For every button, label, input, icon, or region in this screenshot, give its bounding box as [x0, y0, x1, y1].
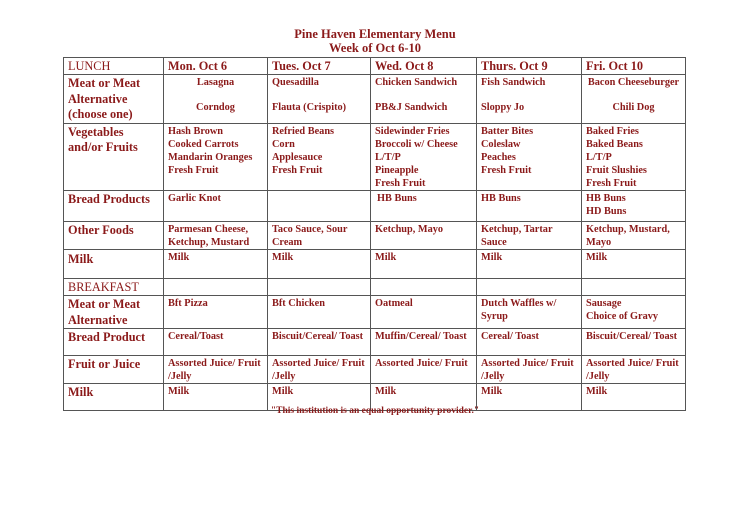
meat-option: PB&J Sandwich [375, 102, 448, 113]
breakfast-milk-cell: Milk [164, 384, 268, 411]
meat-option: Bacon Cheeseburger [587, 77, 680, 88]
lunch-veg-row [64, 123, 686, 190]
menu-title [0, 27, 750, 55]
row-label: Bread Product [64, 329, 164, 356]
breakfast-fruit-cell: Assorted Juice/ Fruit [371, 356, 477, 384]
breakfast-bread-cell: Biscuit/Cereal/ Toast [268, 329, 371, 356]
breakfast-meat-cell: Sausage Choice of Gravy [582, 296, 686, 329]
breakfast-meat-cell: Bft Pizza [164, 296, 268, 329]
breakfast-milk-cell: Milk [371, 384, 477, 411]
breakfast-meat-row [64, 296, 686, 329]
footer-statement: "This institution is an equal opportunity provider." [270, 406, 480, 416]
lunch-meat-cell [164, 75, 268, 124]
meat-option: Flauta (Crispito) [272, 102, 347, 113]
breakfast-bread-cell: Biscuit/Cereal/ Toast [582, 329, 686, 356]
lunch-header: LUNCH [64, 58, 164, 75]
meat-option: Quesadilla [272, 77, 319, 88]
lunch-meat-cell [268, 75, 371, 124]
lunch-veg-cell: Batter Bites Coleslaw Peaches Fresh Fruit [477, 123, 582, 190]
menu-table [63, 57, 686, 411]
breakfast-meat-cell: Oatmeal [371, 296, 477, 329]
lunch-bread-cell: HB Buns [477, 190, 582, 221]
row-label: Bread Products [64, 190, 164, 221]
breakfast-bread-cell: Cereal/ Toast [477, 329, 582, 356]
breakfast-bread-cell: Cereal/Toast [164, 329, 268, 356]
row-label: Vegetables and/or Fruits [64, 123, 164, 190]
lunch-other-cell: Ketchup, Mayo [371, 221, 477, 249]
breakfast-bread-row [64, 329, 686, 356]
breakfast-fruit-row [64, 356, 686, 384]
breakfast-header-row [64, 278, 686, 296]
lunch-meat-cell [582, 75, 686, 124]
breakfast-bread-cell: Muffin/Cereal/ Toast [371, 329, 477, 356]
lunch-veg-cell: Baked Fries Baked Beans L/T/P Fruit Slushies Fresh Fruit [582, 123, 686, 190]
lunch-other-cell: Taco Sauce, Sour Cream [268, 221, 371, 249]
lunch-milk-cell: Milk [268, 249, 371, 278]
lunch-other-cell: Ketchup, Tartar Sauce [477, 221, 582, 249]
lunch-milk-row [64, 249, 686, 278]
day-header-thu: Thurs. Oct 9 [477, 58, 582, 75]
day-header-mon: Mon. Oct 6 [164, 58, 268, 75]
header-row [64, 58, 686, 75]
lunch-meat-row [64, 75, 686, 124]
lunch-bread-cell: HB Buns [371, 190, 477, 221]
breakfast-milk-cell: Milk [582, 384, 686, 411]
lunch-milk-cell: Milk [477, 249, 582, 278]
breakfast-meat-cell: Dutch Waffles w/ Syrup [477, 296, 582, 329]
row-label: Other Foods [64, 221, 164, 249]
lunch-other-row [64, 221, 686, 249]
lunch-milk-cell: Milk [582, 249, 686, 278]
row-label: Milk [64, 249, 164, 278]
row-label: Meat or Meat Alternative (choose one) [64, 75, 164, 124]
lunch-milk-cell: Milk [164, 249, 268, 278]
meat-option: Chicken Sandwich [375, 77, 458, 88]
lunch-other-cell: Parmesan Cheese, Ketchup, Mustard [164, 221, 268, 249]
meat-option: Fish Sandwich [481, 77, 546, 88]
breakfast-meat-cell: Bft Chicken [268, 296, 371, 329]
day-header-tue: Tues. Oct 7 [268, 58, 371, 75]
day-header-wed: Wed. Oct 8 [371, 58, 477, 75]
row-label: Milk [64, 384, 164, 411]
lunch-meat-cell [477, 75, 582, 124]
lunch-veg-cell: Refried Beans Corn Applesauce Fresh Fruit [268, 123, 371, 190]
breakfast-milk-cell: Milk [477, 384, 582, 411]
title-school: Pine Haven Elementary Menu [294, 27, 456, 41]
meat-option: Corndog [196, 102, 235, 113]
day-header-fri: Fri. Oct 10 [582, 58, 686, 75]
lunch-veg-cell: Hash Brown Cooked Carrots Mandarin Oranges Fresh Fruit [164, 123, 268, 190]
breakfast-milk-cell: Milk [268, 384, 371, 411]
breakfast-header: BREAKFAST [64, 278, 164, 296]
lunch-bread-row [64, 190, 686, 221]
breakfast-fruit-cell: Assorted Juice/ Fruit /Jelly [582, 356, 686, 384]
meat-option: Sloppy Jo [481, 102, 525, 113]
breakfast-fruit-cell: Assorted Juice/ Fruit /Jelly [477, 356, 582, 384]
row-label: Meat or Meat Alternative [64, 296, 164, 329]
lunch-meat-cell [371, 75, 477, 124]
lunch-bread-cell [268, 190, 371, 221]
title-week: Week of Oct 6-10 [329, 41, 421, 55]
meat-option: Chili Dog [612, 102, 655, 113]
breakfast-fruit-cell: Assorted Juice/ Fruit /Jelly [268, 356, 371, 384]
row-label: Fruit or Juice [64, 356, 164, 384]
lunch-milk-cell: Milk [371, 249, 477, 278]
breakfast-fruit-cell: Assorted Juice/ Fruit /Jelly [164, 356, 268, 384]
meat-option: Lasagna [196, 77, 235, 88]
lunch-bread-cell: Garlic Knot [164, 190, 268, 221]
lunch-other-cell: Ketchup, Mustard, Mayo [582, 221, 686, 249]
lunch-bread-cell: HB Buns HD Buns [582, 190, 686, 221]
lunch-veg-cell: Sidewinder Fries Broccoli w/ Cheese L/T/P Pineapple Fresh Fruit [371, 123, 477, 190]
